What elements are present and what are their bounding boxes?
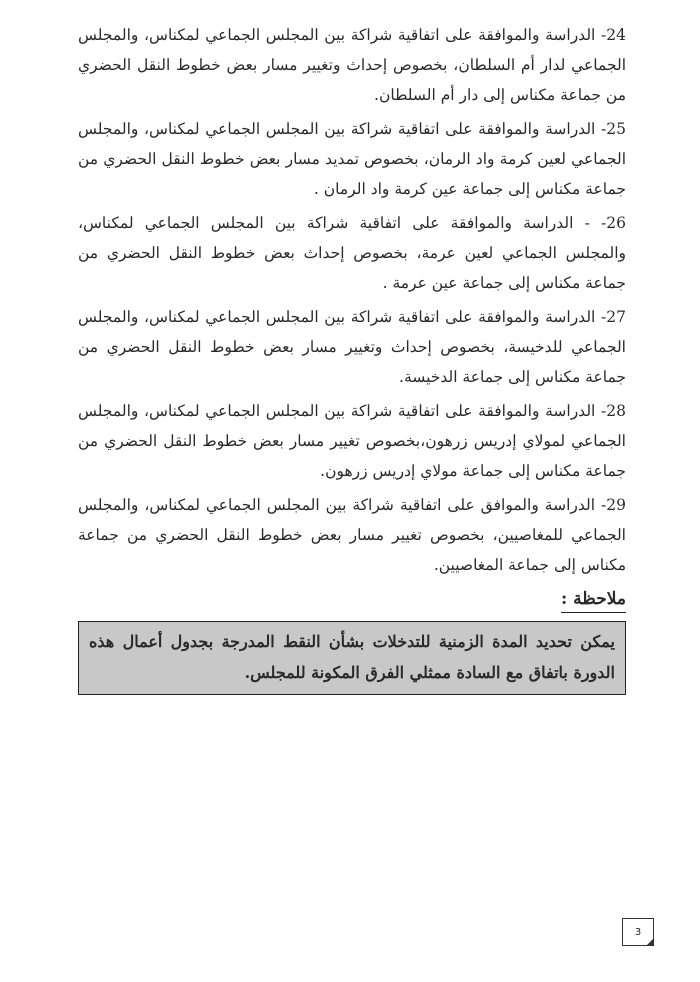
note-text: يمكن تحديد المدة الزمنية للتدخلات بشأن النقط المدرجة بجدول أعمال هذه الدورة باتفاق مع السادة ممثلي الفرق المكونة للمجلس. xyxy=(89,632,615,682)
agenda-item-25 xyxy=(78,114,626,204)
item-text: الدراسة والموافق على اتفاقية شراكة بين المجلس الجماعي لمكناس، والمجلس الجماعي للمغاصيين، بخصوص تغيير مسار بعض خطوط النقل الحضري من جماعة مكناس إلى جماعة المغاصيين. xyxy=(78,496,626,574)
item-text: الدراسة والموافقة على اتفاقية شراكة بين المجلس الجماعي لمكناس، والمجلس الجماعي لعين كرمة واد الرمان، بخصوص تمديد مسار بعض خطوط النقل الحضري من جماعة مكناس إلى جماعة عين كرمة واد الرمان . xyxy=(78,120,626,198)
item-number: 28- xyxy=(601,402,626,420)
agenda-item-27 xyxy=(78,302,626,392)
item-text: الدراسة والموافقة على اتفاقية شراكة بين المجلس الجماعي لمكناس، والمجلس الجماعي للدخيسة، بخصوص إحداث وتغيير مسار بعض خطوط النقل الحضري من جماعة مكناس إلى جماعة الدخيسة. xyxy=(78,308,626,386)
document-page xyxy=(78,20,626,695)
agenda-item-29 xyxy=(78,490,626,580)
item-text: الدراسة والموافقة على اتفاقية شراكة بين المجلس الجماعي لمكناس، والمجلس الجماعي لمولاي إدريس زرهون،بخصوص تغيير مسار بعض خطوط النقل الحضري من جماعة مكناس إلى جماعة مولاي إدريس زرهون. xyxy=(78,402,626,480)
note-box xyxy=(78,621,626,695)
agenda-item-28 xyxy=(78,396,626,486)
page-number: 3 xyxy=(634,926,642,938)
item-number: 25- xyxy=(601,120,626,138)
page-number-box xyxy=(622,918,654,946)
item-number: 27- xyxy=(601,308,626,326)
note-heading-row xyxy=(78,584,626,613)
item-text: - الدراسة والموافقة على اتفاقية شراكة بين المجلس الجماعي لمكناس، والمجلس الجماعي لعين عرمة، بخصوص إحداث بعض خطوط النقل الحضري من جماعة مكناس إلى جماعة عين عرمة . xyxy=(78,214,626,292)
agenda-item-24 xyxy=(78,20,626,110)
agenda-item-26 xyxy=(78,208,626,298)
item-number: 29- xyxy=(601,496,627,514)
item-number: 24- xyxy=(601,26,626,44)
item-text: الدراسة والموافقة على اتفاقية شراكة بين المجلس الجماعي لمكناس، والمجلس الجماعي لدار أم السلطان، بخصوص إحداث وتغيير مسار بعض خطوط النقل الحضري من جماعة مكناس إلى دار أم السلطان. xyxy=(78,26,626,104)
note-title: ملاحظة : xyxy=(561,586,626,613)
item-number: 26- xyxy=(601,214,626,232)
